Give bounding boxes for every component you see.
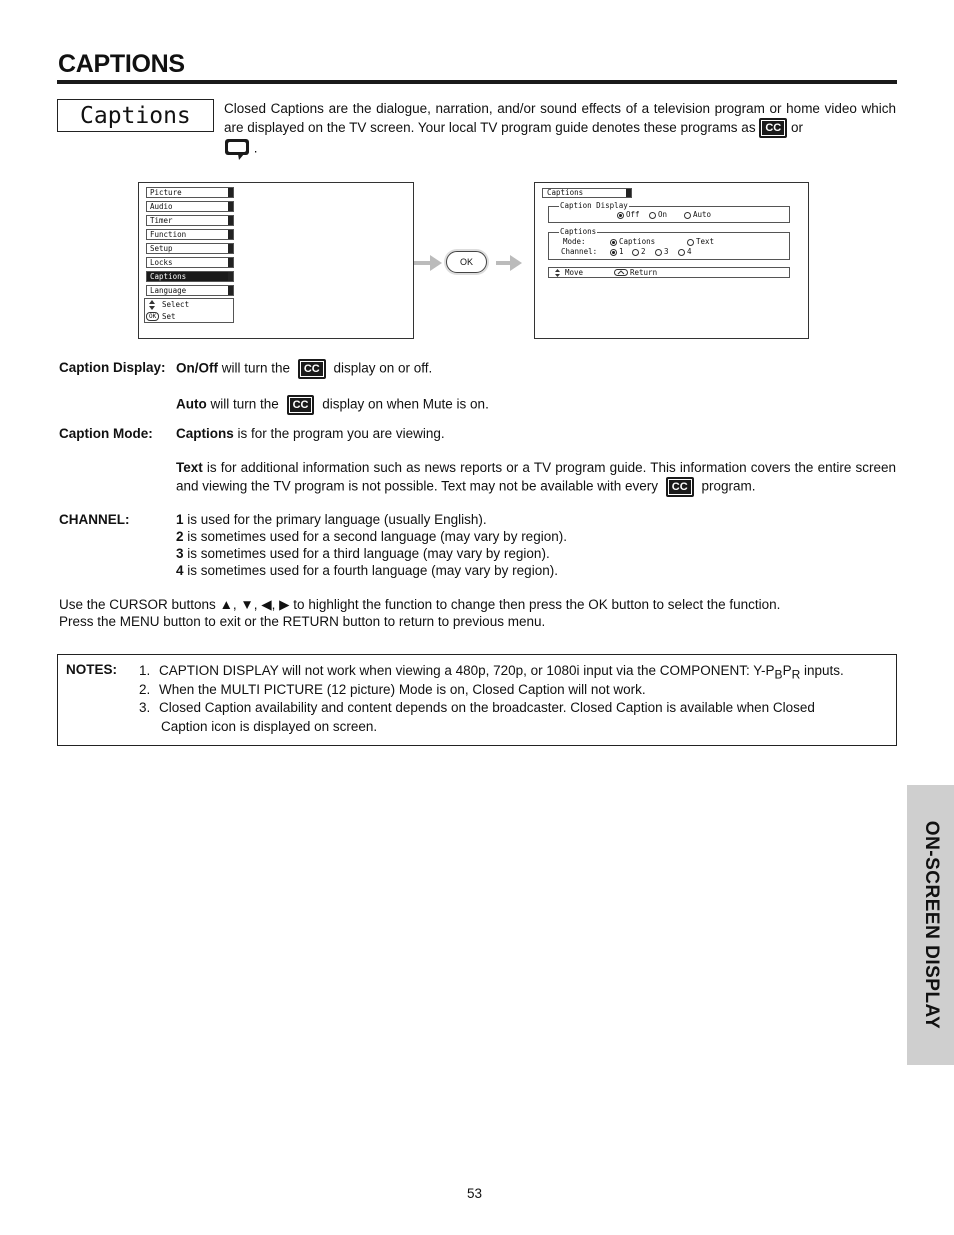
display-off-label: Off [626, 210, 640, 219]
menu-item-timer[interactable]: Timer [146, 215, 234, 226]
menu-item-captions[interactable]: Captions [146, 271, 234, 282]
note-1-p: P [782, 663, 792, 678]
text-text1: is for additional information such as news reports or a TV program guide. This information covers the entire screen and viewing the TV program is not possible. Text may not be available with every [176, 460, 896, 494]
channel-list [176, 511, 567, 579]
channel-2-label: 2 [641, 247, 646, 256]
channel-desc: is sometimes used for a fourth language (may vary by region). [187, 563, 558, 578]
captions-hint-bar [548, 267, 790, 278]
channel-1-option[interactable] [610, 247, 624, 256]
mode-text-label: Text [696, 237, 715, 246]
menu-hint-box [144, 298, 234, 323]
channel-line [176, 511, 567, 528]
channel-desc: is sometimes used for a third language (may vary by region). [187, 546, 550, 561]
captions-group [548, 227, 790, 260]
display-off-option[interactable] [617, 210, 640, 219]
menu-item-locks[interactable]: Locks [146, 257, 234, 268]
menu-item-audio[interactable]: Audio [146, 201, 234, 212]
channel-desc: is used for the primary language (usually English). [187, 512, 487, 527]
channel-heading: CHANNEL: [59, 512, 130, 527]
channel-2-option[interactable] [632, 247, 646, 256]
mode-captions-option[interactable] [610, 237, 655, 246]
radio-selected-icon [610, 239, 617, 246]
channel-desc: is sometimes used for a second language (may vary by region). [187, 529, 567, 544]
menu-instruction: Press the MENU button to exit or the RETURN button to return to previous menu. [59, 614, 546, 629]
page-heading: CAPTIONS [58, 50, 185, 78]
cc-icon: CC [287, 395, 315, 415]
auto-bold: Auto [176, 396, 207, 412]
ok-button[interactable]: OK [446, 251, 487, 273]
onoff-line [176, 359, 432, 379]
cursor-instruction: Use the CURSOR buttons ▲, ▼, ◀, ▶ to highlight the function to change then press the OK button to select the function. [59, 597, 781, 612]
channel-3-option[interactable] [655, 247, 669, 256]
channel-4-option[interactable] [678, 247, 692, 256]
radio-selected-icon [617, 212, 624, 219]
menu-item-setup[interactable]: Setup [146, 243, 234, 254]
caption-display-heading: Caption Display: [59, 360, 166, 375]
radio-icon [687, 239, 694, 246]
speech-bubble-icon [224, 138, 250, 160]
auto-line [176, 395, 489, 415]
captions-screen-title: Captions [547, 188, 584, 197]
mode-captions-label: Captions [619, 237, 656, 246]
mode-text-option[interactable] [687, 237, 714, 246]
ok-badge-icon: OK [146, 312, 159, 321]
intro-period: . [253, 141, 258, 156]
heading-rule [57, 80, 897, 84]
radio-icon [678, 249, 685, 256]
channel-number: 4 [176, 563, 184, 578]
channel-4-label: 4 [687, 247, 692, 256]
text-bold: Text [176, 460, 203, 475]
radio-icon [649, 212, 656, 219]
radio-icon [684, 212, 691, 219]
menu-item-language[interactable]: Language [146, 285, 234, 296]
note-3-line1: Closed Caption availability and content depends on the broadcaster. Closed Caption is available when Closed [159, 700, 815, 715]
intro-text: Closed Captions are the dialogue, narration, and/or sound effects of a television program or home video which are displayed on the TV screen. Your local TV program guide denotes these programs as [224, 101, 896, 135]
captions-title-bar [542, 188, 632, 198]
display-auto-option[interactable] [684, 210, 711, 219]
note-2-number: 2. [139, 682, 151, 697]
hint-set: Set [162, 312, 176, 321]
channel-number: 2 [176, 529, 184, 544]
channel-number: 3 [176, 546, 184, 561]
side-tab-label: ON-SCREEN DISPLAY [920, 820, 942, 1030]
return-icon [614, 269, 628, 276]
caption-display-label: Caption Display [560, 201, 628, 210]
note-2: When the MULTI PICTURE (12 picture) Mode is on, Closed Caption will not work. [159, 682, 646, 697]
display-auto-label: Auto [693, 210, 712, 219]
channel-line [176, 545, 567, 562]
updown-arrow-icon [555, 269, 560, 277]
caption-display-group [548, 201, 790, 223]
notes-label: NOTES: [66, 662, 118, 677]
onoff-text1: will turn the [221, 360, 291, 376]
note-1-sub-b: B [774, 667, 783, 682]
hint-select: Select [162, 300, 190, 309]
channel-number: 1 [176, 512, 184, 527]
menu-item-picture[interactable]: Picture [146, 187, 234, 198]
display-on-label: On [658, 210, 668, 219]
onoff-text2: display on or off. [333, 360, 433, 376]
channel-3-label: 3 [664, 247, 669, 256]
captions-mode-line [176, 425, 445, 442]
cc-icon: CC [666, 477, 694, 497]
hint-move: Move [565, 268, 584, 277]
captions-group-label: Captions [560, 227, 597, 236]
captions-bold: Captions [176, 426, 234, 441]
auto-text1: will turn the [210, 396, 279, 412]
cc-icon: CC [759, 118, 787, 138]
instructions [59, 596, 780, 630]
note-1-sub-r: R [791, 667, 801, 682]
note-1-text: CAPTION DISPLAY will not work when viewing a 480p, 720p, or 1080i input via the COMPONENT: Y-P [159, 663, 775, 678]
mode-label: Mode: [563, 237, 586, 246]
onoff-bold: On/Off [176, 360, 218, 376]
caption-mode-heading: Caption Mode: [59, 426, 153, 441]
captions-text: is for the program you are viewing. [237, 426, 445, 441]
note-1-number: 1. [139, 663, 151, 678]
intro-or: or [791, 120, 804, 135]
page-number: 53 [467, 1186, 483, 1201]
notes-box [57, 654, 897, 746]
note-1-post: inputs. [800, 663, 844, 678]
channel-line [176, 528, 567, 545]
cc-icon: CC [298, 359, 326, 379]
intro-paragraph [224, 99, 896, 160]
radio-icon [632, 249, 639, 256]
radio-icon [655, 249, 662, 256]
text-text2: program. [701, 478, 756, 494]
text-mode-paragraph [176, 459, 896, 497]
note-3-line2: Caption icon is displayed on screen. [161, 719, 378, 734]
updown-arrow-icon [149, 300, 155, 312]
display-on-option[interactable] [649, 210, 667, 219]
section-side-tab [907, 785, 954, 1065]
menu-item-function[interactable]: Function [146, 229, 234, 240]
radio-selected-icon [610, 249, 617, 256]
channel-label: Channel: [561, 247, 598, 256]
channel-line [176, 562, 567, 579]
captions-title-box: Captions [57, 99, 214, 132]
auto-text2: display on when Mute is on. [322, 396, 489, 412]
channel-1-label: 1 [619, 247, 624, 256]
note-3-number: 3. [139, 700, 151, 715]
hint-return: Return [630, 268, 658, 277]
